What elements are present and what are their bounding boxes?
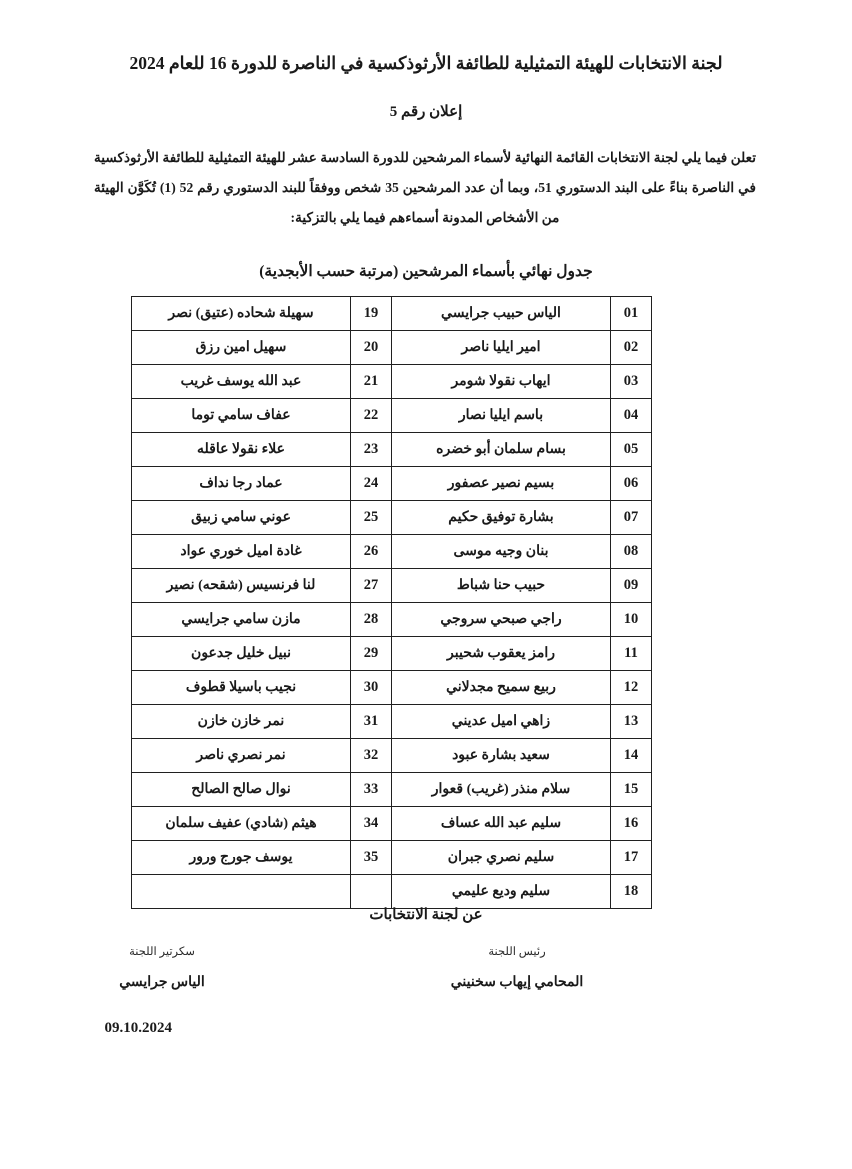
candidate-number: 08	[611, 535, 652, 569]
candidate-name: زاهي اميل عديني	[392, 705, 611, 739]
candidate-number: 26	[351, 535, 392, 569]
candidate-number: 23	[351, 433, 392, 467]
table-row	[132, 671, 652, 705]
document-date: 09.10.2024	[104, 1020, 172, 1036]
candidate-name: بسام سلمان أبو خضره	[392, 433, 611, 467]
candidate-name: سليم نصري جبران	[392, 841, 611, 875]
candidate-name: ربيع سميح مجدلاني	[392, 671, 611, 705]
candidate-name: راجي صبحي سروجي	[392, 603, 611, 637]
candidate-name: نجيب باسيلا قطوف	[132, 671, 351, 705]
candidate-number: 17	[611, 841, 652, 875]
candidate-name: سهيل امين رزق	[132, 331, 351, 365]
candidate-name: نمر نصري ناصر	[132, 739, 351, 773]
candidate-number: 33	[351, 773, 392, 807]
candidate-number: 07	[611, 501, 652, 535]
candidate-name: هيثم (شادي) عفيف سلمان	[132, 807, 351, 841]
candidate-name: يوسف جورج ورور	[132, 841, 351, 875]
candidate-number: 05	[611, 433, 652, 467]
candidate-name: حبيب حنا شباط	[392, 569, 611, 603]
table-row	[132, 807, 652, 841]
candidate-number: 10	[611, 603, 652, 637]
candidate-name: عفاف سامي توما	[132, 399, 351, 433]
candidate-number: 27	[351, 569, 392, 603]
secretary-role-label: سكرتير اللجنة	[129, 946, 195, 958]
candidate-name: ايهاب نقولا شومر	[392, 365, 611, 399]
announcement-body-paragraph: تعلن فيما يلي لجنة الانتخابات القائمة النهائية لأسماء المرشحين للدورة السادسة عشر للهيئة التمثيلية للطائفة الأرثوذكسية في الناصرة بناءً على البند الدستوري 51، وبما أن عدد المرشحين 35 شخص ووفقاً للبند الدستوري رقم 52 (1) تُكَوَّن الهيئة من الأشخاص المدونة أسماءهم فيما يلي بالتزكية:	[94, 150, 756, 225]
table-row	[132, 365, 652, 399]
chairman-name: المحامي إيهاب سخنيني	[450, 975, 584, 990]
candidate-name: سعيد بشارة عبود	[392, 739, 611, 773]
candidate-name: مازن سامي جرايسي	[132, 603, 351, 637]
candidate-name: سلام منذر (غريب) قعوار	[392, 773, 611, 807]
candidate-name: عماد رجا نداف	[132, 467, 351, 501]
candidate-number: 22	[351, 399, 392, 433]
candidate-name: غادة اميل خوري عواد	[132, 535, 351, 569]
candidate-number	[351, 875, 392, 909]
candidate-name: سهيلة شحاده (عتيق) نصر	[132, 297, 351, 331]
candidate-number: 29	[351, 637, 392, 671]
table-row	[132, 569, 652, 603]
table-row	[132, 399, 652, 433]
candidate-name: عبد الله يوسف غريب	[132, 365, 351, 399]
candidate-name: علاء نقولا عاقله	[132, 433, 351, 467]
candidate-number: 25	[351, 501, 392, 535]
candidate-number: 18	[611, 875, 652, 909]
candidate-number: 30	[351, 671, 392, 705]
candidate-number: 14	[611, 739, 652, 773]
candidate-name: باسم ايليا نصار	[392, 399, 611, 433]
signature-block-secretary	[72, 944, 252, 991]
table-row	[132, 501, 652, 535]
candidate-number: 04	[611, 399, 652, 433]
candidate-number: 24	[351, 467, 392, 501]
candidate-number: 28	[351, 603, 392, 637]
table-row	[132, 331, 652, 365]
table-row	[132, 773, 652, 807]
document-title: لجنة الانتخابات للهيئة التمثيلية للطائفة الأرثوذكسية في الناصرة للدورة 16 للعام 2024	[129, 53, 723, 73]
candidate-number: 19	[351, 297, 392, 331]
candidate-number: 34	[351, 807, 392, 841]
candidate-name: نوال صالح الصالح	[132, 773, 351, 807]
candidate-number: 16	[611, 807, 652, 841]
candidate-name	[132, 875, 351, 909]
candidate-number: 12	[611, 671, 652, 705]
candidate-name: نبيل خليل جدعون	[132, 637, 351, 671]
table-row	[132, 535, 652, 569]
candidates-table-body	[132, 297, 652, 909]
table-row	[132, 875, 652, 909]
table-row	[132, 297, 652, 331]
table-row	[132, 433, 652, 467]
table-row	[132, 705, 652, 739]
secretary-name: الياس جرايسي	[119, 975, 205, 990]
candidate-name: عوني سامي زبيق	[132, 501, 351, 535]
candidate-name: امير ايليا ناصر	[392, 331, 611, 365]
candidate-number: 01	[611, 297, 652, 331]
candidate-number: 20	[351, 331, 392, 365]
candidate-name: رامز يعقوب شحيبر	[392, 637, 611, 671]
candidate-name: بنان وجيه موسى	[392, 535, 611, 569]
candidate-name: نمر خازن خازن	[132, 705, 351, 739]
table-row	[132, 841, 652, 875]
candidate-number: 15	[611, 773, 652, 807]
candidate-number: 13	[611, 705, 652, 739]
signature-block-chairman	[422, 944, 612, 991]
table-row	[132, 637, 652, 671]
chairman-role-label: رئيس اللجنة	[488, 946, 546, 958]
candidate-number: 11	[611, 637, 652, 671]
footer-committee-line: عن لجنة الانتخابات	[369, 907, 483, 923]
candidate-name: لنا فرنسيس (شقحه) نصير	[132, 569, 351, 603]
candidates-table-caption: جدول نهائي بأسماء المرشحين (مرتبة حسب الأبجدية)	[259, 263, 593, 280]
candidate-number: 35	[351, 841, 392, 875]
candidates-table	[131, 296, 652, 909]
table-row	[132, 467, 652, 501]
candidate-name: بسيم نصير عصفور	[392, 467, 611, 501]
candidate-number: 31	[351, 705, 392, 739]
candidate-number: 03	[611, 365, 652, 399]
table-row	[132, 739, 652, 773]
table-row	[132, 603, 652, 637]
candidate-name: الياس حبيب جرايسي	[392, 297, 611, 331]
candidate-number: 09	[611, 569, 652, 603]
candidate-number: 32	[351, 739, 392, 773]
candidate-name: سليم وديع عليمي	[392, 875, 611, 909]
document-subtitle: إعلان رقم 5	[389, 104, 463, 120]
candidate-number: 06	[611, 467, 652, 501]
candidate-name: سليم عبد الله عساف	[392, 807, 611, 841]
candidate-number: 02	[611, 331, 652, 365]
candidate-number: 21	[351, 365, 392, 399]
candidate-name: بشارة توفيق حكيم	[392, 501, 611, 535]
